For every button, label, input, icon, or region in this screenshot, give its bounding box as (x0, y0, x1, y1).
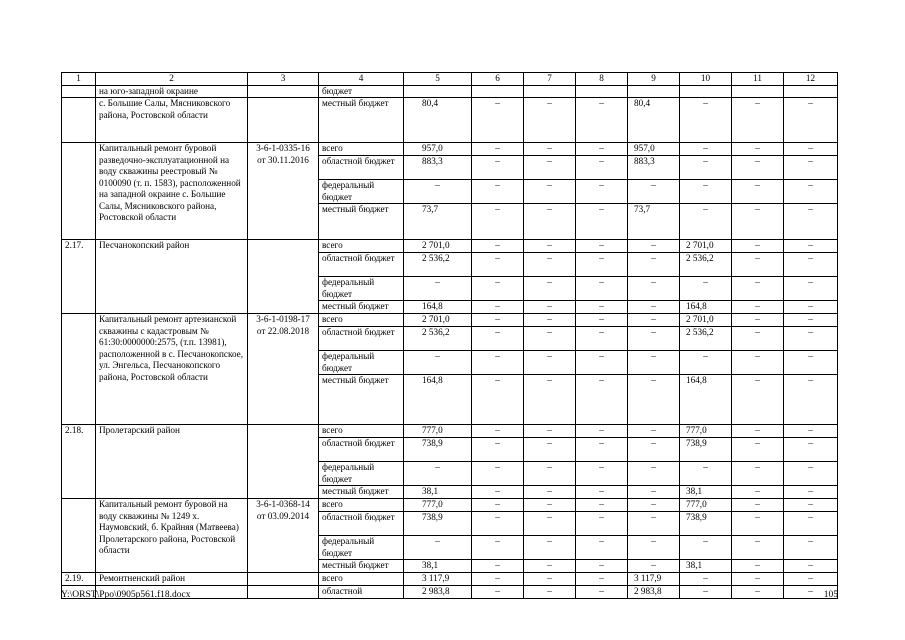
table-cell: – (628, 486, 680, 499)
table-cell (524, 85, 576, 98)
table-cell (62, 499, 96, 573)
table-cell: – (784, 462, 838, 486)
table-cell: – (524, 462, 576, 486)
table-cell: – (404, 351, 472, 375)
table-cell (404, 85, 472, 98)
column-header: 8 (576, 73, 628, 86)
table-cell: – (576, 351, 628, 375)
table-cell: бюджет (319, 85, 404, 98)
table-cell: – (628, 375, 680, 425)
table-cell: – (472, 204, 524, 240)
column-header: 11 (732, 73, 784, 86)
table-cell: – (524, 351, 576, 375)
table-cell: – (732, 314, 784, 327)
table-cell: – (524, 573, 576, 586)
table-cell: – (784, 180, 838, 204)
table-cell: – (576, 180, 628, 204)
table-cell: 2 701,0 (404, 314, 472, 327)
table-cell (628, 85, 680, 98)
table-cell: 2 536,2 (680, 327, 732, 351)
column-header: 9 (628, 73, 680, 86)
table-cell: – (628, 351, 680, 375)
table-cell: – (576, 425, 628, 438)
table-cell: 738,9 (404, 438, 472, 462)
table-cell: – (524, 560, 576, 573)
table-cell: – (576, 499, 628, 512)
table-cell: 73,7 (628, 204, 680, 240)
table-cell: – (784, 314, 838, 327)
table-cell: – (576, 560, 628, 573)
table-cell: – (628, 560, 680, 573)
table-cell: – (680, 180, 732, 204)
table-cell: – (472, 277, 524, 301)
table-cell: – (784, 438, 838, 462)
table-cell: местный бюджет (319, 98, 404, 143)
table-cell: – (404, 277, 472, 301)
table-cell: – (472, 586, 524, 599)
table-cell: – (732, 375, 784, 425)
table-cell: на юго-западной окраине (96, 85, 248, 98)
table-cell: – (472, 143, 524, 156)
table-cell: – (628, 499, 680, 512)
table-cell: – (628, 314, 680, 327)
table-cell: – (628, 301, 680, 314)
table-cell: 957,0 (628, 143, 680, 156)
table-cell: 3 117,9 (628, 573, 680, 586)
table-cell: 80,4 (628, 98, 680, 143)
table-cell: – (524, 180, 576, 204)
table-cell: – (784, 573, 838, 586)
table-cell: всего (319, 143, 404, 156)
table-cell: с. Большие Салы, Мясниковского района, Ростовской области (96, 98, 248, 143)
table-cell: 164,8 (404, 301, 472, 314)
table-cell: – (784, 143, 838, 156)
table-cell: областной бюджет (319, 438, 404, 462)
table-cell: – (784, 512, 838, 536)
table-cell: федеральный бюджет (319, 536, 404, 560)
table-cell: – (732, 351, 784, 375)
column-header: 4 (319, 73, 404, 86)
table-cell: – (628, 536, 680, 560)
page-number: 105 (823, 590, 838, 600)
table-row (62, 573, 838, 586)
table-cell (62, 85, 96, 98)
table-cell: – (732, 301, 784, 314)
table-cell: всего (319, 499, 404, 512)
table-cell: – (784, 486, 838, 499)
table-cell: 38,1 (680, 560, 732, 573)
budget-table (61, 72, 838, 599)
table-cell: 2 983,8 (628, 586, 680, 599)
table-cell: – (680, 143, 732, 156)
table-cell: – (784, 425, 838, 438)
table-cell (680, 85, 732, 98)
table-cell: – (732, 204, 784, 240)
table-cell: – (628, 240, 680, 253)
table-cell: – (576, 327, 628, 351)
table-cell: – (784, 277, 838, 301)
table-cell: – (576, 204, 628, 240)
table-cell: 738,9 (404, 512, 472, 536)
table-cell: – (576, 143, 628, 156)
table-cell: – (472, 180, 524, 204)
table-cell: местный бюджет (319, 204, 404, 240)
table-cell: – (472, 314, 524, 327)
table-cell: – (524, 375, 576, 425)
table-cell: 2.19. (62, 573, 96, 586)
table-cell (576, 85, 628, 98)
table-cell (62, 143, 96, 240)
table-cell: – (576, 253, 628, 277)
table-cell: – (784, 351, 838, 375)
table-cell: – (628, 277, 680, 301)
table-cell: 738,9 (680, 438, 732, 462)
table-cell (248, 586, 319, 599)
table-cell: – (576, 314, 628, 327)
table-cell: 2 701,0 (404, 240, 472, 253)
table-cell (62, 98, 96, 143)
table-cell: – (472, 301, 524, 314)
table-cell: – (404, 462, 472, 486)
table-cell: – (472, 375, 524, 425)
table-cell: – (472, 499, 524, 512)
table-cell: 164,8 (404, 375, 472, 425)
table-cell: – (784, 375, 838, 425)
table-cell: – (732, 462, 784, 486)
table-cell: – (524, 425, 576, 438)
table-cell: – (472, 425, 524, 438)
table-cell (248, 573, 319, 586)
table-cell: 164,8 (680, 301, 732, 314)
table-cell: – (732, 512, 784, 536)
table-cell: 164,8 (680, 375, 732, 425)
table-cell: – (680, 536, 732, 560)
table-cell: – (784, 301, 838, 314)
table-cell: 80,4 (404, 98, 472, 143)
column-header: 5 (404, 73, 472, 86)
table-cell: – (524, 277, 576, 301)
table-header-row (62, 73, 838, 86)
table-cell (248, 425, 319, 499)
table-cell: – (680, 462, 732, 486)
table-cell: 38,1 (680, 486, 732, 499)
column-header: 10 (680, 73, 732, 86)
table-row (62, 85, 838, 98)
table-cell: – (524, 536, 576, 560)
table-cell: – (472, 98, 524, 143)
table-cell: федеральный бюджет (319, 462, 404, 486)
table-body (62, 73, 838, 599)
table-cell: – (524, 143, 576, 156)
table-cell: – (524, 438, 576, 462)
table-cell (784, 85, 838, 98)
table-cell: – (524, 327, 576, 351)
table-cell: – (576, 486, 628, 499)
table-cell: – (784, 253, 838, 277)
table-cell (472, 85, 524, 98)
table-cell: Капитальный ремонт буровой разведочно-эксплуатационной на воду скважины реестровый № 0100090 (т. п. 1583), расположенной на западной окраине с. Большие Салы, Мясниковского района, Ростовской области (96, 143, 248, 240)
table-cell: 777,0 (404, 499, 472, 512)
table-cell: – (524, 156, 576, 180)
table-cell: – (784, 586, 838, 599)
table-cell: областной бюджет (319, 512, 404, 536)
table-cell: местный бюджет (319, 301, 404, 314)
table-cell: – (524, 204, 576, 240)
table-cell: – (680, 204, 732, 240)
table-cell: – (784, 560, 838, 573)
table-cell: – (732, 240, 784, 253)
table-cell: 2.17. (62, 240, 96, 314)
table-row (62, 143, 838, 156)
table-cell: 2.18. (62, 425, 96, 499)
table-cell: – (524, 586, 576, 599)
table-row (62, 240, 838, 253)
table-cell: – (784, 327, 838, 351)
table-cell: – (524, 486, 576, 499)
table-row (62, 425, 838, 438)
table-cell: 2 536,2 (404, 327, 472, 351)
table-cell: – (732, 560, 784, 573)
table-cell: 883,3 (628, 156, 680, 180)
table-cell: местный бюджет (319, 375, 404, 425)
table-cell: Песчанокопский район (96, 240, 248, 314)
footer-file-path: Y:\ORST\Ppo\0905p561.f18.docx (61, 590, 191, 600)
table-cell: – (680, 351, 732, 375)
column-header: 2 (96, 73, 248, 86)
table-cell: – (576, 277, 628, 301)
table-cell: – (404, 536, 472, 560)
table-cell: – (576, 156, 628, 180)
table-cell: – (732, 536, 784, 560)
table-cell (248, 85, 319, 98)
table-cell: – (680, 156, 732, 180)
table-cell: 883,3 (404, 156, 472, 180)
table-cell: – (628, 438, 680, 462)
table-cell: – (472, 253, 524, 277)
table-cell: – (472, 512, 524, 536)
table-cell: 2 701,0 (680, 240, 732, 253)
table-cell: 738,9 (680, 512, 732, 536)
table-cell: – (576, 240, 628, 253)
table-cell: областной бюджет (319, 253, 404, 277)
table-cell (62, 314, 96, 425)
table-cell: Капитальный ремонт артезианской скважины с кадастровым № 61:30:0000000:2575, (т.п. 13981), расположенной в с. Песчанокопское, ул. Энгельса, Песчанокопского района, Ростовской области (96, 314, 248, 425)
table-cell: – (784, 156, 838, 180)
table-cell (248, 240, 319, 314)
table-cell: всего (319, 240, 404, 253)
table-cell: – (472, 240, 524, 253)
table-cell: – (732, 486, 784, 499)
table-cell: – (784, 240, 838, 253)
table-cell: – (732, 438, 784, 462)
table-cell: Пролетарский район (96, 425, 248, 499)
table-cell: Ремонтненский район (96, 573, 248, 586)
table-cell: 777,0 (680, 499, 732, 512)
table-cell: 777,0 (680, 425, 732, 438)
table-cell: – (524, 499, 576, 512)
table-cell: местный бюджет (319, 560, 404, 573)
table-cell: 2 983,8 (404, 586, 472, 599)
table-cell: – (732, 156, 784, 180)
table-cell: – (576, 375, 628, 425)
table-cell: – (472, 438, 524, 462)
table-cell: – (732, 573, 784, 586)
column-header: 7 (524, 73, 576, 86)
table-cell: – (732, 180, 784, 204)
table-cell: – (576, 512, 628, 536)
table-cell: – (524, 253, 576, 277)
table-cell: – (784, 499, 838, 512)
table-cell (732, 85, 784, 98)
column-header: 3 (248, 73, 319, 86)
table-cell: 777,0 (404, 425, 472, 438)
table-cell: – (524, 301, 576, 314)
table-cell: 957,0 (404, 143, 472, 156)
table-cell: – (628, 512, 680, 536)
table-cell: всего (319, 314, 404, 327)
table-cell: 3-6-1-0198-17 от 22.08.2018 (248, 314, 319, 425)
table-cell: – (732, 143, 784, 156)
table-cell: – (680, 277, 732, 301)
table-cell: 3-6-1-0368-14 от 03.09.2014 (248, 499, 319, 573)
column-header: 12 (784, 73, 838, 86)
table-cell: 2 536,2 (404, 253, 472, 277)
table-cell: федеральный бюджет (319, 277, 404, 301)
table-cell: – (732, 98, 784, 143)
table-cell: 2 536,2 (680, 253, 732, 277)
table-cell: 73,7 (404, 204, 472, 240)
table-cell: – (524, 240, 576, 253)
table-cell: – (472, 327, 524, 351)
table-cell: – (576, 586, 628, 599)
column-header: 6 (472, 73, 524, 86)
table-cell: – (680, 586, 732, 599)
table-cell: – (628, 462, 680, 486)
table-cell: – (472, 351, 524, 375)
table-cell: областной (319, 586, 404, 599)
table-cell: – (732, 586, 784, 599)
column-header: 1 (62, 73, 96, 86)
table-cell: областной бюджет (319, 327, 404, 351)
table-cell: – (628, 327, 680, 351)
table-cell: всего (319, 573, 404, 586)
table-cell: – (576, 98, 628, 143)
table-cell: федеральный бюджет (319, 180, 404, 204)
table-cell: – (524, 98, 576, 143)
table-cell: – (628, 253, 680, 277)
table-row (62, 314, 838, 327)
table-cell: – (784, 536, 838, 560)
table-cell: – (784, 98, 838, 143)
table-cell: всего (319, 425, 404, 438)
table-cell: – (732, 425, 784, 438)
table-cell: – (472, 462, 524, 486)
table-cell: – (784, 204, 838, 240)
table-cell: – (472, 486, 524, 499)
table-cell: Капитальный ремонт буровой на воду скважины № 1249 х. Наумовский, б. Крайняя (Матвеева) Пролетарского района, Ростовской области (96, 499, 248, 573)
table-cell: – (576, 536, 628, 560)
table-cell: 38,1 (404, 560, 472, 573)
table-cell: – (732, 499, 784, 512)
table-cell: – (576, 301, 628, 314)
table-cell: – (472, 536, 524, 560)
table-cell: – (732, 277, 784, 301)
table-cell: – (576, 438, 628, 462)
table-cell: – (472, 156, 524, 180)
table-cell: 2 701,0 (680, 314, 732, 327)
table-cell (248, 98, 319, 143)
table-row (62, 98, 838, 143)
table-cell: – (472, 573, 524, 586)
table-cell: – (680, 98, 732, 143)
table-cell: – (732, 253, 784, 277)
table-row (62, 499, 838, 512)
table-cell: – (524, 314, 576, 327)
table-cell: – (680, 573, 732, 586)
table-cell: – (732, 327, 784, 351)
table-cell: – (628, 180, 680, 204)
table-cell: федеральный бюджет (319, 351, 404, 375)
table-cell: – (576, 462, 628, 486)
table-cell: – (472, 560, 524, 573)
table-cell: 3 117,9 (404, 573, 472, 586)
table-cell: – (524, 512, 576, 536)
table-cell: – (404, 180, 472, 204)
table-cell: – (576, 573, 628, 586)
table-cell: – (628, 425, 680, 438)
table-cell: 38,1 (404, 486, 472, 499)
table-cell: областной бюджет (319, 156, 404, 180)
table-cell: местный бюджет (319, 486, 404, 499)
table-cell: 3-6-1-0335-16 от 30.11.2016 (248, 143, 319, 240)
